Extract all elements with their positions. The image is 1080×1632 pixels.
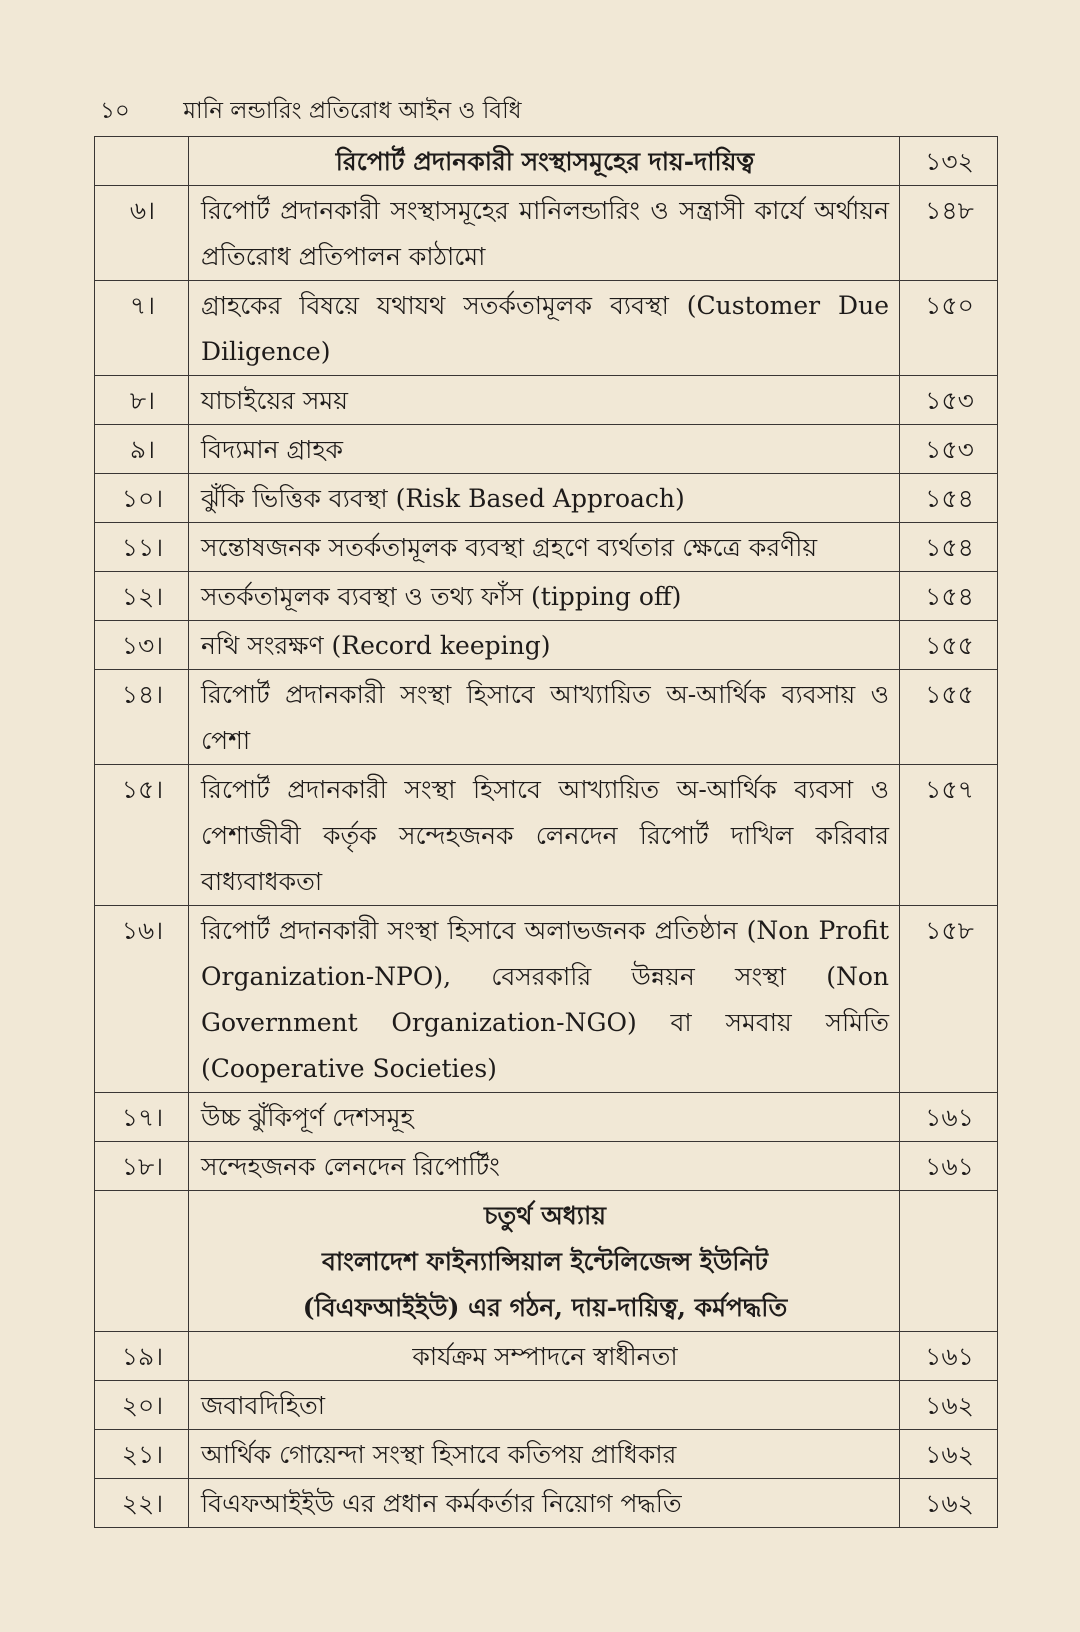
entry-page: ১৬১ — [900, 1093, 998, 1142]
entry-title: জবাবদিহিতা — [189, 1381, 900, 1430]
chapter-heading-line1: চতুর্থ অধ্যায় — [483, 1201, 607, 1230]
entry-title: কার্যক্রম সম্পাদনে স্বাধীনতা — [189, 1332, 900, 1381]
entry-number: ১২। — [95, 572, 189, 621]
entry-title: নথি সংরক্ষণ (Record keeping) — [189, 621, 900, 670]
toc-row — [95, 186, 998, 281]
entry-number: ৭। — [95, 281, 189, 376]
toc-row — [95, 523, 998, 572]
page-number: ১০ — [100, 98, 130, 124]
entry-page: ১৫৪ — [900, 523, 998, 572]
entry-title: গ্রাহকের বিষয়ে যথাযথ সতর্কতামূলক ব্যবস্থা (Customer Due Diligence) — [189, 281, 900, 376]
toc-row — [95, 376, 998, 425]
toc-row — [95, 670, 998, 765]
entry-number: ২২। — [95, 1479, 189, 1528]
toc-row — [95, 1093, 998, 1142]
entry-number: ১৭। — [95, 1093, 189, 1142]
entry-number: ৬। — [95, 186, 189, 281]
entry-page: ১৫৪ — [900, 572, 998, 621]
toc-row — [95, 572, 998, 621]
entry-number: ১০। — [95, 474, 189, 523]
section-heading-row — [95, 137, 998, 186]
entry-number: ১১। — [95, 523, 189, 572]
toc-row — [95, 765, 998, 906]
book-title: মানি লন্ডারিং প্রতিরোধ আইন ও বিধি — [183, 98, 522, 124]
entry-page: ১৫৩ — [900, 425, 998, 474]
entry-page: ১৫৫ — [900, 670, 998, 765]
entry-page: ১৫৪ — [900, 474, 998, 523]
entry-page: ১৫৫ — [900, 621, 998, 670]
page-header — [100, 92, 522, 131]
toc-row — [95, 1479, 998, 1528]
toc-row — [95, 621, 998, 670]
section-heading-num-cell — [95, 137, 189, 186]
entry-number: ১৮। — [95, 1142, 189, 1191]
entry-page: ১৫৭ — [900, 765, 998, 906]
entry-title: রিপোর্ট প্রদানকারী সংস্থা হিসাবে আখ্যায়িত অ-আর্থিক ব্যবসায় ও পেশা — [189, 670, 900, 765]
entry-title: বিএফআইইউ এর প্রধান কর্মকর্তার নিয়োগ পদ্ধতি — [189, 1479, 900, 1528]
entry-number: ১৪। — [95, 670, 189, 765]
chapter-empty-page-cell — [900, 1191, 998, 1332]
toc-row — [95, 425, 998, 474]
entry-title: সতর্কতামূলক ব্যবস্থা ও তথ্য ফাঁস (tipping off) — [189, 572, 900, 621]
entry-number: ২১। — [95, 1430, 189, 1479]
entry-page: ১৫৩ — [900, 376, 998, 425]
entry-page: ১৫৮ — [900, 906, 998, 1093]
entry-number: ৯। — [95, 425, 189, 474]
entry-title: আর্থিক গোয়েন্দা সংস্থা হিসাবে কতিপয় প্রাধিকার — [189, 1430, 900, 1479]
section-heading-page: ১৩২ — [900, 137, 998, 186]
toc-row — [95, 281, 998, 376]
toc-row — [95, 906, 998, 1093]
entry-page: ১৫০ — [900, 281, 998, 376]
entry-page: ১৬১ — [900, 1332, 998, 1381]
chapter-heading-line2: বাংলাদেশ ফাইন্যান্সিয়াল ইন্টেলিজেন্স ইউনিট — [321, 1247, 768, 1276]
toc-row — [95, 474, 998, 523]
entry-page: ১৬২ — [900, 1479, 998, 1528]
chapter-heading-line3: (বিএফআইইউ) এর গঠন, দায়-দায়িত্ব, কর্মপদ্ধতি — [302, 1293, 788, 1322]
toc-row — [95, 1332, 998, 1381]
table-of-contents — [94, 136, 998, 1528]
entry-page: ১৬২ — [900, 1381, 998, 1430]
entry-page: ১৬২ — [900, 1430, 998, 1479]
entry-title: উচ্চ ঝুঁকিপূর্ণ দেশসমূহ — [189, 1093, 900, 1142]
entry-title: যাচাইয়ের সময় — [189, 376, 900, 425]
entry-number: ২০। — [95, 1381, 189, 1430]
entry-title: ঝুঁকি ভিত্তিক ব্যবস্থা (Risk Based Approach) — [189, 474, 900, 523]
entry-title: সন্তোষজনক সতর্কতামূলক ব্যবস্থা গ্রহণে ব্যর্থতার ক্ষেত্রে করণীয় — [189, 523, 900, 572]
toc-row — [95, 1381, 998, 1430]
entry-title: বিদ্যমান গ্রাহক — [189, 425, 900, 474]
entry-number: ১৯। — [95, 1332, 189, 1381]
entry-title: রিপোর্ট প্রদানকারী সংস্থা হিসাবে অলাভজনক প্রতিষ্ঠান (Non Profit Organization-NPO), বেসরকারি উন্নয়ন সংস্থা (Non Government Organization-NGO) বা সমবায় সমিতি (Cooperative Societies) — [189, 906, 900, 1093]
chapter-heading — [189, 1191, 900, 1332]
entry-title: রিপোর্ট প্রদানকারী সংস্থাসমূহের মানিলন্ডারিং ও সন্ত্রাসী কার্যে অর্থায়ন প্রতিরোধ প্রতিপালন কাঠামো — [189, 186, 900, 281]
entry-number: ১৩। — [95, 621, 189, 670]
chapter-heading-row — [95, 1191, 998, 1332]
entry-title: রিপোর্ট প্রদানকারী সংস্থা হিসাবে আখ্যায়িত অ-আর্থিক ব্যবসা ও পেশাজীবী কর্তৃক সন্দেহজনক লেনদেন রিপোর্ট দাখিল করিবার বাধ্যবাধকতা — [189, 765, 900, 906]
entry-number: ৮। — [95, 376, 189, 425]
entry-title: সন্দেহজনক লেনদেন রিপোর্টিং — [189, 1142, 900, 1191]
entry-number: ১৫। — [95, 765, 189, 906]
entry-page: ১৪৮ — [900, 186, 998, 281]
chapter-empty-num-cell — [95, 1191, 189, 1332]
entry-page: ১৬১ — [900, 1142, 998, 1191]
entry-number: ১৬। — [95, 906, 189, 1093]
toc-row — [95, 1430, 998, 1479]
toc-row — [95, 1142, 998, 1191]
section-heading: রিপোর্ট প্রদানকারী সংস্থাসমূহের দায়-দায়িত্ব — [189, 137, 900, 186]
